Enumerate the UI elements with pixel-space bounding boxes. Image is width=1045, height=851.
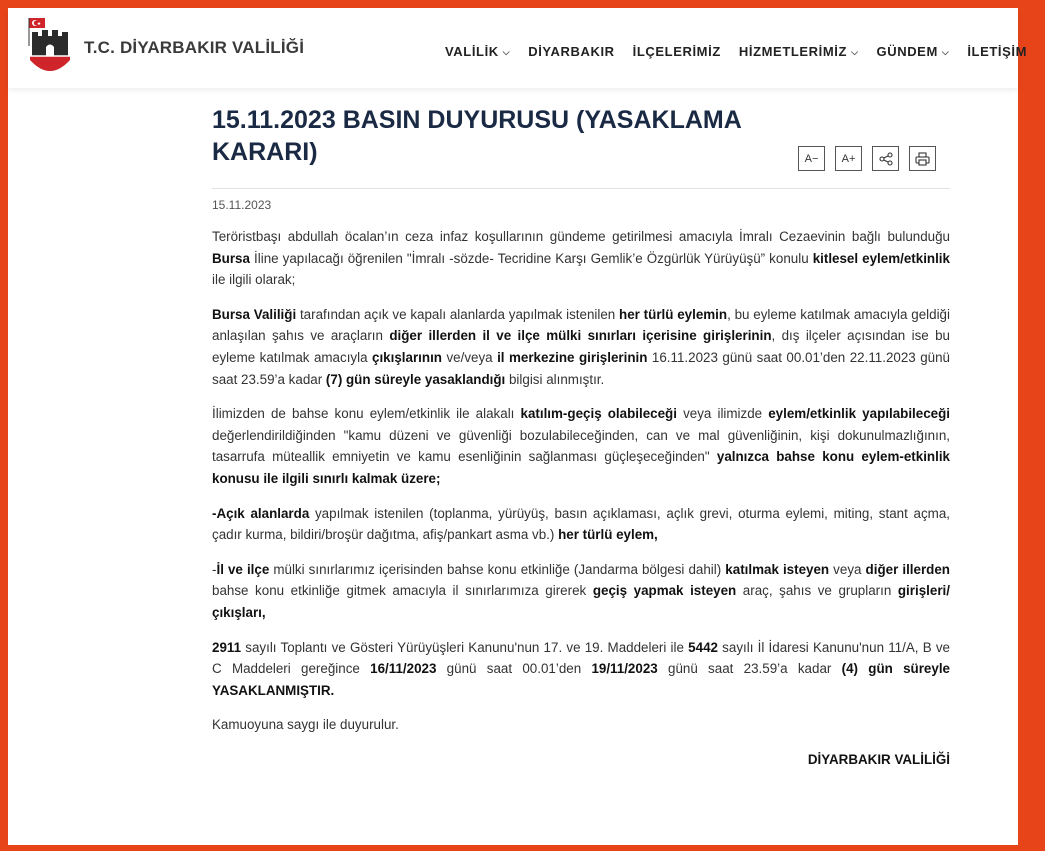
article-paragraph <box>212 226 950 291</box>
title-divider <box>212 188 950 189</box>
bold-text: geçiş yapmak isteyen <box>592 583 737 599</box>
bold-text: İl ve ilçe <box>216 561 270 577</box>
text-run: veya <box>829 561 866 577</box>
site-title[interactable]: T.C. DİYARBAKIR VALİLİĞİ <box>84 38 305 57</box>
bold-text: diğer illerden <box>865 561 950 577</box>
text-run: İline yapılacağı öğrenilen "İmralı -sözde- Tecridine Karşı Gemlik’e Özgürlük Yürüyüşü” konulu <box>249 250 813 266</box>
text-run: İlimizden de bahse konu eylem/etkinlik ile alakalı <box>212 406 521 422</box>
text-run: mülki sınırlarımız içerisinden bahse konu etkinliğe (Jandarma bölgesi dahil) <box>269 561 726 577</box>
text-run: Kamuoyuna saygı ile duyurulur. <box>212 717 399 733</box>
bold-text: katılmak isteyen <box>725 561 830 577</box>
bold-text: kitlesel eylem/etkinlik <box>812 250 950 266</box>
nav-item-hizmetlerimiz[interactable] <box>739 41 859 61</box>
bold-text: çıkışlarının <box>372 349 442 365</box>
article-toolbar <box>798 146 936 171</box>
text-run: tarafından açık ve kapalı alanlarda yapılmak istenilen <box>296 306 620 322</box>
increase-font-button[interactable] <box>835 146 862 171</box>
bold-text: 19/11/2023 <box>591 661 658 677</box>
increase-font-label: A+ <box>841 152 856 165</box>
bold-text: yalnızca bahse konu eylem-etkinlik konusu ile ilgili sınırlı kalmak üzere; <box>212 449 950 486</box>
share-icon <box>879 152 893 166</box>
text-run: araç, şahıs ve grupların <box>736 583 898 599</box>
text-run: günü saat 23.59’a kadar <box>657 661 842 677</box>
article-paragraph <box>212 503 950 546</box>
text-run: günü saat 00.01’den <box>436 661 592 677</box>
bold-text: her türlü eylemin <box>619 306 728 322</box>
text-run: Teröristbaşı abdullah öcalan’ın ceza infaz koşullarının gündeme getirilmesi amacıyla İmralı Cezaevinin bağlı bulunduğu <box>212 229 950 244</box>
diyarbakir-logo-icon[interactable] <box>26 16 74 78</box>
nav-item-label: HİZMETLERİMİZ <box>738 43 848 59</box>
bold-text: Bursa Valiliği <box>212 306 297 322</box>
text-run: ve/veya <box>441 349 498 365</box>
bold-text: -Açık alanlarda <box>212 505 310 521</box>
bold-text: (7) gün süreyle yasaklandığı <box>325 371 506 387</box>
article-paragraph <box>212 714 950 736</box>
browser-page <box>8 8 1028 845</box>
article-paragraph <box>212 403 950 489</box>
site-header <box>8 8 1028 88</box>
chevron-down-icon: ⌵ <box>851 46 859 57</box>
bold-text: girişleri/çıkışları, <box>212 583 950 620</box>
chevron-down-icon: ⌵ <box>941 46 950 57</box>
page-title: 15.11.2023 BASIN DUYURUSU (YASAKLAMA KARARI) <box>212 106 741 166</box>
print-icon <box>915 152 930 166</box>
text-run: değerlendirildiğinden "kamu düzeni ve güvenliği bozulabileceğinden, can ve mal güvenliğinin, kişi dokunulmazlığının, tasarrufa müteallik emniyetin ve kamu esenliğinin sağlanması güçleşeceğinden" <box>212 427 950 465</box>
decrease-font-label: A− <box>804 152 819 165</box>
bold-text: 2911 <box>212 639 242 655</box>
bold-text: 16/11/2023 <box>370 661 437 677</box>
article-body <box>212 226 950 770</box>
nav-item-ilcelerimiz[interactable] <box>633 41 721 61</box>
article-paragraph <box>212 637 950 702</box>
bold-text: diğer illerden il ve ilçe mülki sınırları içerisine girişlerinin <box>389 328 772 344</box>
text-run: sayılı İl İdaresi Kanunu'nun 11/A, B ve C Maddeleri gereğince <box>212 639 950 677</box>
article <box>212 104 950 767</box>
text-run: veya ilimizde <box>676 406 769 422</box>
text-run: ile ilgili olarak; <box>212 272 296 288</box>
text-run: , dış ilçeler açısından ise bu eyleme katılmak amacıyla <box>212 328 950 365</box>
nav-item-label: DİYARBAKIR <box>528 43 615 59</box>
article-paragraph <box>212 559 950 624</box>
nav-item-label: GÜNDEM <box>876 43 938 59</box>
article-paragraph <box>212 304 950 390</box>
text-run: bahse konu etkinliğe gitmek amacıyla il sınırlarımıza girerek <box>212 583 593 599</box>
chevron-down-icon: ⌵ <box>502 46 511 57</box>
text-run: sayılı Toplantı ve Gösteri Yürüyüşleri Kanunu'nun 17. ve 19. Maddeleri ile <box>241 639 689 655</box>
bold-text: eylem/etkinlik yapılabileceği <box>768 406 950 422</box>
decrease-font-button[interactable] <box>798 146 825 171</box>
main-nav <box>445 41 1045 61</box>
text-run: 16.11.2023 günü saat 00.01’den 22.11.2023 günü saat 23.59’a kadar <box>212 349 950 387</box>
text-run: yapılmak istenilen (toplanma, yürüyüş, basın açıklaması, açlık grevi, oturma eylemi, miting, stant açma, çadır kurma, bildiri/broşür dağıtma, afiş/pankart asma vb.) <box>212 505 950 543</box>
nav-item-valilik[interactable] <box>445 41 510 61</box>
bold-text: Bursa <box>212 250 250 266</box>
nav-item-label: VALİLİK <box>445 43 499 59</box>
print-button[interactable] <box>909 146 936 171</box>
text-run: bilgisi alınmıştır. <box>505 371 605 387</box>
bold-text: katılım-geçiş olabileceği <box>520 406 677 422</box>
nav-item-label: İLETİŞİM <box>967 43 1028 59</box>
text-run: , bu eyleme katılmak amacıyla geldiği anlaşılan şahıs ve araçların <box>212 306 950 344</box>
text-run: - <box>212 561 217 577</box>
bold-text: 5442 <box>688 639 718 655</box>
share-button[interactable] <box>872 146 899 171</box>
bold-text: (4) gün süreyle YASAKLANMIŞTIR. <box>212 661 950 698</box>
nav-item-gundem[interactable] <box>877 41 950 61</box>
bold-text: il merkezine girişlerinin <box>497 349 648 365</box>
nav-item-iletisim[interactable] <box>967 41 1027 61</box>
signature: DİYARBAKIR VALİLİĞİ <box>807 751 950 767</box>
article-date: 15.11.2023 <box>212 198 272 212</box>
bold-text: her türlü eylem, <box>558 527 658 543</box>
nav-item-diyarbakir[interactable] <box>528 41 614 61</box>
nav-item-label: İLÇELERİMİZ <box>632 43 721 59</box>
